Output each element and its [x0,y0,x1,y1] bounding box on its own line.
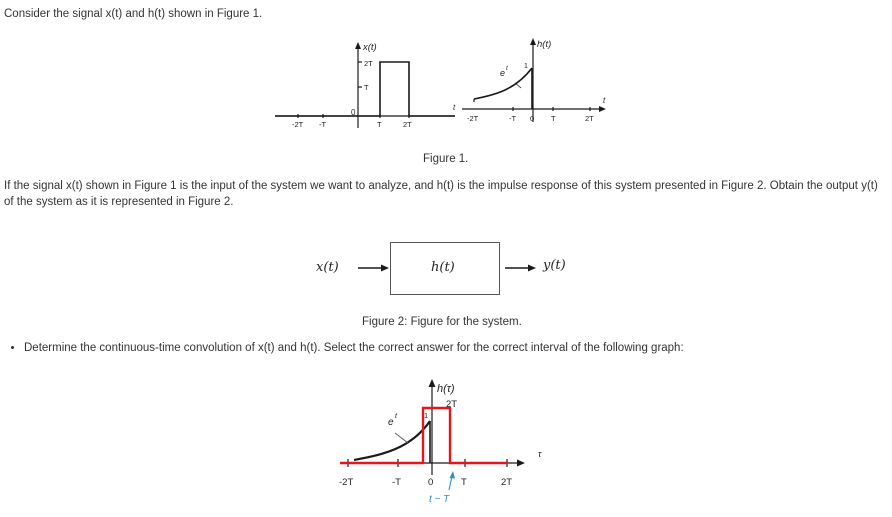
x-axis-arrow-icon [355,42,361,49]
x-plot-t-label: t [453,103,456,112]
x-tick-t: T [377,120,382,129]
problem-paragraph: If the signal x(t) shown in Figure 1 is the input of the system we want to analyze, and h(t) is the impulse response of this system presented in Figure 2. Obtain the output y(t) of the system as it is represented in Figure 2. [4,180,878,208]
conv-tick-2t: 2T [501,477,513,488]
conv-tau-arrow-icon [517,460,525,467]
h-plot-label: h(t) [537,39,552,50]
shift-arrow-icon [450,471,456,479]
x-tick-m2t: -2T [292,120,304,129]
h-tick-0: 0 [530,114,535,123]
output-label: y(t) [543,258,566,273]
h-t-arrow-icon [599,106,606,112]
conv-tick-mt: -T [392,477,401,488]
conv-tick-t: T [461,477,467,488]
conv-exp-label: e [388,417,394,428]
h-one-label: 1 [524,63,528,70]
x-ytick-2t: 2T [364,59,373,68]
conv-one-label: 1 [424,411,429,420]
output-arrow-icon [503,262,537,274]
h-tick-t: T [551,114,556,123]
x-plot-label: x(t) [363,42,377,53]
conv-axis-label: h(τ) [437,383,455,395]
question-list [6,340,884,356]
conv-axis-arrow-icon [429,379,436,387]
figure-1-caption: Figure 1. [423,153,469,165]
conv-top-label: 2T [446,399,458,410]
h-tick-mt: -T [509,114,517,123]
x-tick-2t: 2T [403,120,412,129]
shift-label: t − T [429,494,450,505]
conv-exp-superscript: t [395,413,397,420]
figure-2-caption: Figure 2: Figure for the system. [362,316,522,328]
x-ytick-t: T [364,83,369,92]
conv-tick-m2t: -2T [339,477,354,488]
system-label: h(t) [431,260,455,275]
x-tick-mt: -T [319,120,327,129]
h-axis-arrow-icon [530,38,536,45]
h-tick-m2t: -2T [467,114,479,123]
conv-tau-label: τ [538,449,542,459]
figure-3 [0,377,892,517]
h-signal-plot [462,44,600,122]
h-tick-2t: 2T [585,114,594,123]
x-tick-0: 0 [351,108,356,117]
conv-exp-pointer [395,433,408,443]
h-exp-superscript: t [506,65,508,72]
question-item: • Determine the continuous-time convolution of x(t) and h(t). Select the correct answer for the correct interval of the following graph: [24,340,884,356]
h-plot-t-label: t [603,96,606,105]
input-label: x(t) [316,260,339,275]
input-arrow-icon [356,262,390,274]
intro-text: Consider the signal x(t) and h(t) shown in Figure 1. [4,8,263,20]
h-exp-label: e [500,68,506,78]
conv-tick-0: 0 [428,477,434,488]
